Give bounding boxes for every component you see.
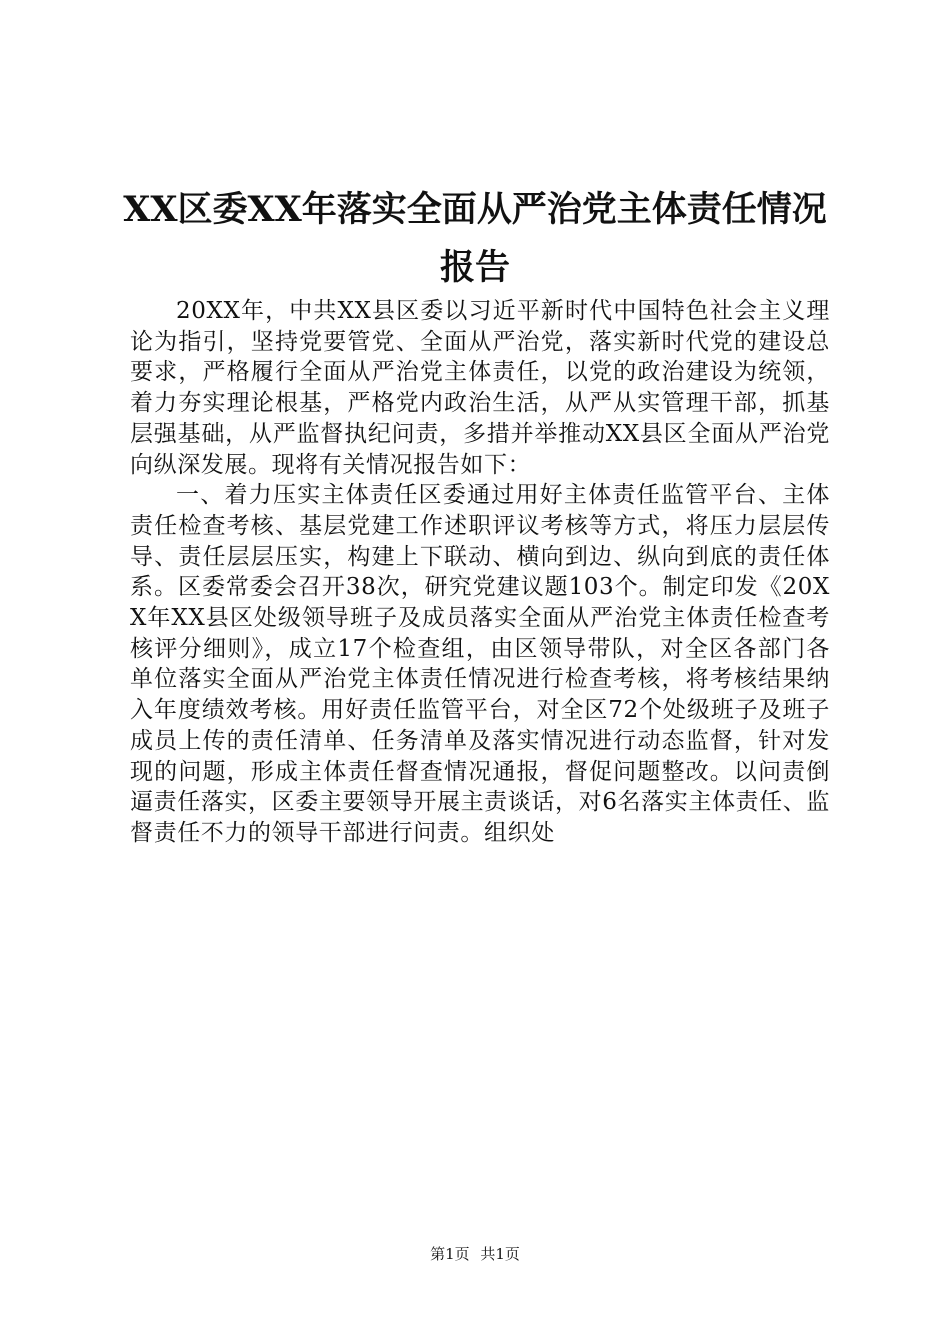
document-title-line2: 报告 bbox=[439, 247, 510, 288]
document-title-line1: XX区委XX年落实全面从严治党主体责任情况 bbox=[123, 189, 827, 230]
page-total: 共1页 bbox=[480, 1245, 520, 1263]
page-number: 第1页 bbox=[430, 1245, 470, 1263]
paragraph-section-1: 一、着力压实主体责任区委通过用好主体责任监管平台、主体责任检查考核、基层党建工作述职评议考核等方式，将压力层层传导、责任层层压实，构建上下联动、横向到边、纵向到底的责任体系。区委常委会召开38次，研究党建议题103个。制定印发《20XX年XX县区处级领导班子及成员落实全面从严治党主体责任检查考核评分细则》，成立17个检查组，由区领导带队，对全区各部门各单位落实全面从严治党主体责任情况进行检查考核，将考核结果纳入年度绩效考核。用好责任监管平台，对全区72个处级班子及班子成员上传的责任清单、任务清单及落实情况进行动态监督，针对发现的问题，形成主体责任督查情况通报，督促问题整改。以问责倒逼责任落实，区委主要领导开展主责谈话，对6名落实主体责任、监督责任不力的领导干部进行问责。组织处 bbox=[130, 482, 830, 846]
page-footer bbox=[0, 1244, 950, 1264]
document-body bbox=[130, 296, 830, 849]
paragraph-intro: 20XX年，中共XX县区委以习近平新时代中国特色社会主义理论为指引，坚持党要管党、全面从严治党，落实新时代党的建设总要求，严格履行全面从严治党主体责任，以党的政治建设为统领，着力夯实理论根基，严格党内政治生活，从严从实管理干部，抓基层强基础，从严监督执纪问责，多措并举推动XX县区全面从严治党向纵深发展。现将有关情况报告如下： bbox=[130, 298, 830, 478]
